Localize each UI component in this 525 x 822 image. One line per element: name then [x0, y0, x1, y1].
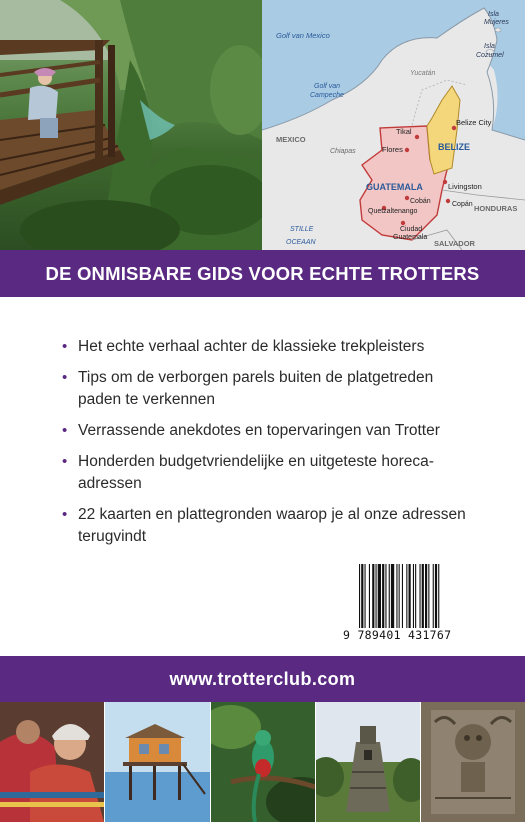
feature-line: 22 kaarten en plattegronden waarop je al onze adressen [78, 506, 466, 523]
bullet-icon: • [62, 338, 68, 355]
feature-line: Tips om de verborgen parels buiten de platgetreden [78, 369, 434, 386]
photo-maya-stela [421, 702, 525, 822]
map-label-ciudad-2: Guatemala [393, 234, 428, 241]
feature-item [62, 367, 482, 411]
map-label-salvador: SALVADOR [434, 239, 475, 248]
map-label-gulf-campeche-1: Golf van [314, 83, 341, 90]
feature-item [62, 420, 482, 442]
barcode-bar [396, 564, 397, 628]
photo-mother-child [0, 702, 104, 822]
region-map-art [262, 0, 525, 250]
map-label-mexico: MEXICO [276, 135, 306, 144]
bullet-icon: • [62, 453, 68, 470]
feature-line: Honderden budgetvriendelijke en uitgeteste horeca- [78, 453, 434, 470]
map-label-tikal: Tikal [396, 127, 412, 136]
bullet-icon: • [62, 506, 68, 523]
slogan-text: DE ONMISBARE GIDS VOOR ECHTE TROTTERS [45, 262, 480, 284]
map-label-livingston: Livingston [448, 182, 482, 191]
map-label-honduras: HONDURAS [474, 204, 518, 213]
feature-item [62, 451, 482, 495]
photo-quetzal-bird [211, 702, 315, 822]
map-label-guatemala: GUATEMALA [366, 182, 423, 192]
barcode-bar [406, 564, 407, 628]
map-label-chiapas: Chiapas [330, 148, 356, 155]
map-label-isla-cozumel-2: Cozumel [476, 52, 504, 59]
top-imagery [0, 0, 525, 250]
photo-stilt-house [105, 702, 210, 822]
feature-line: terugvindt [78, 528, 147, 545]
barcode-bar [399, 564, 400, 628]
feature-line: paden te verkennen [78, 391, 216, 408]
barcode-bar [369, 564, 370, 628]
website-banner [0, 656, 525, 702]
barcode-bar [359, 564, 360, 628]
photo-tikal-temple [316, 702, 420, 822]
map-label-isla-mujeres-1: Isla [488, 11, 499, 18]
map-label-isla-cozumel-1: Isla [484, 43, 495, 50]
map-label-belize-city: Belize City [456, 118, 492, 127]
map-label-ciudad-1: Ciudad [400, 226, 423, 233]
barcode-bar [402, 564, 403, 628]
barcode-bar [413, 564, 414, 628]
barcode-bar [361, 564, 363, 628]
barcode-bar [385, 564, 386, 628]
feature-line: Het echte verhaal achter de klassieke trekpleisters [78, 338, 425, 355]
barcode-bar [420, 564, 421, 628]
website-url: www.trotterclub.com [169, 668, 356, 689]
barcode-bar [376, 564, 377, 628]
barcode-bar [425, 564, 427, 628]
barcode-bar [433, 564, 434, 628]
feature-line: adressen [78, 475, 142, 492]
barcode-bar [382, 564, 384, 628]
feature-list [62, 336, 482, 557]
map-label-stille-2: OCEAAN [286, 239, 316, 246]
map-label-quetzaltenango: Quetzaltenango [368, 208, 418, 215]
feature-line: Verrassende anekdotes en topervaringen van Trotter [78, 422, 440, 439]
bullet-icon: • [62, 369, 68, 386]
barcode-bar [391, 564, 394, 628]
region-map [262, 0, 525, 250]
slogan-banner [0, 250, 525, 297]
barcode-bar [422, 564, 424, 628]
barcode-bar [389, 564, 390, 628]
map-label-copan: Copán [452, 201, 473, 208]
barcode-bar [372, 564, 374, 628]
bullet-icon: • [62, 422, 68, 439]
barcode-bar [435, 564, 437, 628]
map-label-stille-1: STILLE [290, 226, 314, 233]
map-label-gulf-campeche-2: Campeche [310, 92, 344, 99]
map-label-gulf-mexico: Golf van Mexico [276, 31, 330, 40]
map-label-isla-mujeres-2: Mujeres [484, 19, 509, 26]
map-label-flores: Flores [382, 145, 403, 154]
isbn-number: 9 789401 431767 [343, 628, 452, 642]
barcode-bars [359, 564, 473, 628]
barcode-bar [365, 564, 366, 628]
jungle-photo-art [0, 0, 262, 250]
photo-strip [0, 702, 525, 822]
jungle-lookout-photo [0, 0, 262, 250]
barcode-bar [409, 564, 411, 628]
feature-item [62, 504, 482, 548]
map-label-yucatan: Yucatán [410, 70, 436, 77]
isbn-barcode [343, 564, 475, 646]
barcode-bar [428, 564, 429, 628]
barcode-bar [438, 564, 439, 628]
barcode-bar [378, 564, 381, 628]
map-label-belize: BELIZE [438, 142, 471, 152]
barcode-bar [415, 564, 416, 628]
map-label-coban: Cobán [410, 198, 431, 205]
feature-item [62, 336, 482, 358]
